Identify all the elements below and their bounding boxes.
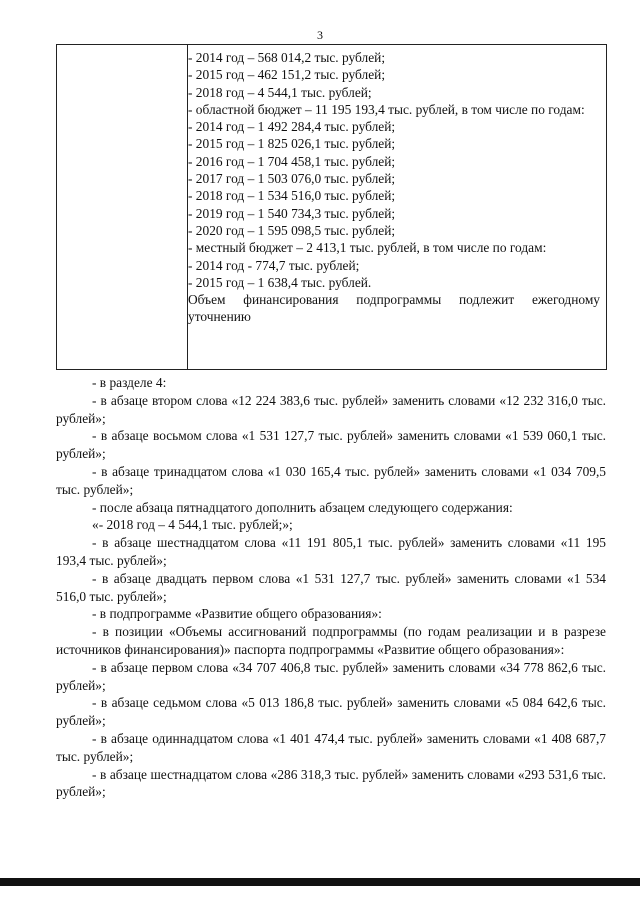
paragraph: - в подпрограмме «Развитие общего образования»: — [92, 606, 382, 622]
paragraph: - после абзаца пятнадцатого дополнить абзацем следующего содержания: — [92, 499, 513, 515]
paragraph: - в абзаце седьмом слова «5 013 186,8 тыс. рублей» заменить словами «5 084 642,6 тыс. рублей»; — [56, 695, 606, 729]
paragraph: - в абзаце двадцать первом слова «1 531 127,7 тыс. рублей» заменить словами «1 534 516,0 тыс. рублей»; — [56, 570, 606, 604]
paragraph: - в абзаце первом слова «34 707 406,8 тыс. рублей» заменить словами «34 778 862,6 тыс. рублей»; — [56, 659, 606, 693]
paragraph: - в позиции «Объемы ассигнований подпрограммы (по годам реализации и в разрезе источников финансирования)» паспорта подпрограммы «Развитие общего образования»: — [56, 624, 606, 657]
table-line: - 2015 год – 1 638,4 тыс. рублей. — [188, 274, 372, 290]
paragraph: - в абзаце шестнадцатом слова «286 318,3 тыс. рублей» заменить словами «293 531,6 тыс. рублей»; — [56, 766, 606, 800]
table-right-cell — [188, 49, 600, 326]
table-line: Объем финансирования подпрограммы подлежит ежегодному уточнению — [188, 292, 600, 325]
table-line: - 2020 год – 1 595 098,5 тыс. рублей; — [188, 222, 396, 238]
table-line: - 2016 год – 1 704 458,1 тыс. рублей; — [188, 153, 396, 169]
table-left-cell — [57, 45, 188, 369]
table-line: - 2018 год – 4 544,1 тыс. рублей; — [188, 84, 372, 100]
page-number: 3 — [317, 28, 323, 42]
table-line: - 2019 год – 1 540 734,3 тыс. рублей; — [188, 205, 396, 221]
financing-table — [56, 44, 607, 370]
amendment-text — [56, 374, 606, 801]
paragraph: - в абзаце восьмом слова «1 531 127,7 тыс. рублей» заменить словами «1 539 060,1 тыс. рублей»; — [56, 428, 606, 462]
table-line: - 2017 год – 1 503 076,0 тыс. рублей; — [188, 171, 396, 187]
paragraph: - в абзаце втором слова «12 224 383,6 тыс. рублей» заменить словами «12 232 316,0 тыс. рублей»; — [56, 392, 606, 426]
table-line: - 2015 год – 462 151,2 тыс. рублей; — [188, 67, 386, 83]
paragraph: - в абзаце тринадцатом слова «1 030 165,4 тыс. рублей» заменить словами «1 034 709,5 тыс. рублей»; — [56, 463, 606, 497]
table-line: - 2015 год – 1 825 026,1 тыс. рублей; — [188, 136, 396, 152]
paragraph: «- 2018 год – 4 544,1 тыс. рублей;»; — [92, 517, 293, 533]
table-line: - 2018 год – 1 534 516,0 тыс. рублей; — [188, 188, 396, 204]
table-line: - областной бюджет – 11 195 193,4 тыс. рублей, в том числе по годам: — [188, 101, 585, 117]
table-line: - 2014 год – 1 492 284,4 тыс. рублей; — [188, 119, 396, 135]
paragraph: - в абзаце шестнадцатом слова «11 191 805,1 тыс. рублей» заменить словами «11 195 193,4 тыс. рублей»; — [56, 535, 606, 568]
paragraph: - в абзаце одиннадцатом слова «1 401 474,4 тыс. рублей» заменить словами «1 408 687,7 тыс. рублей»; — [56, 730, 606, 764]
table-line: - 2014 год - 774,7 тыс. рублей; — [188, 257, 360, 273]
paragraph: - в разделе 4: — [92, 375, 167, 390]
scan-bottom-edge — [0, 878, 640, 886]
table-line: - 2014 год – 568 014,2 тыс. рублей; — [188, 50, 386, 65]
table-line: - местный бюджет – 2 413,1 тыс. рублей, в том числе по годам: — [188, 240, 547, 256]
